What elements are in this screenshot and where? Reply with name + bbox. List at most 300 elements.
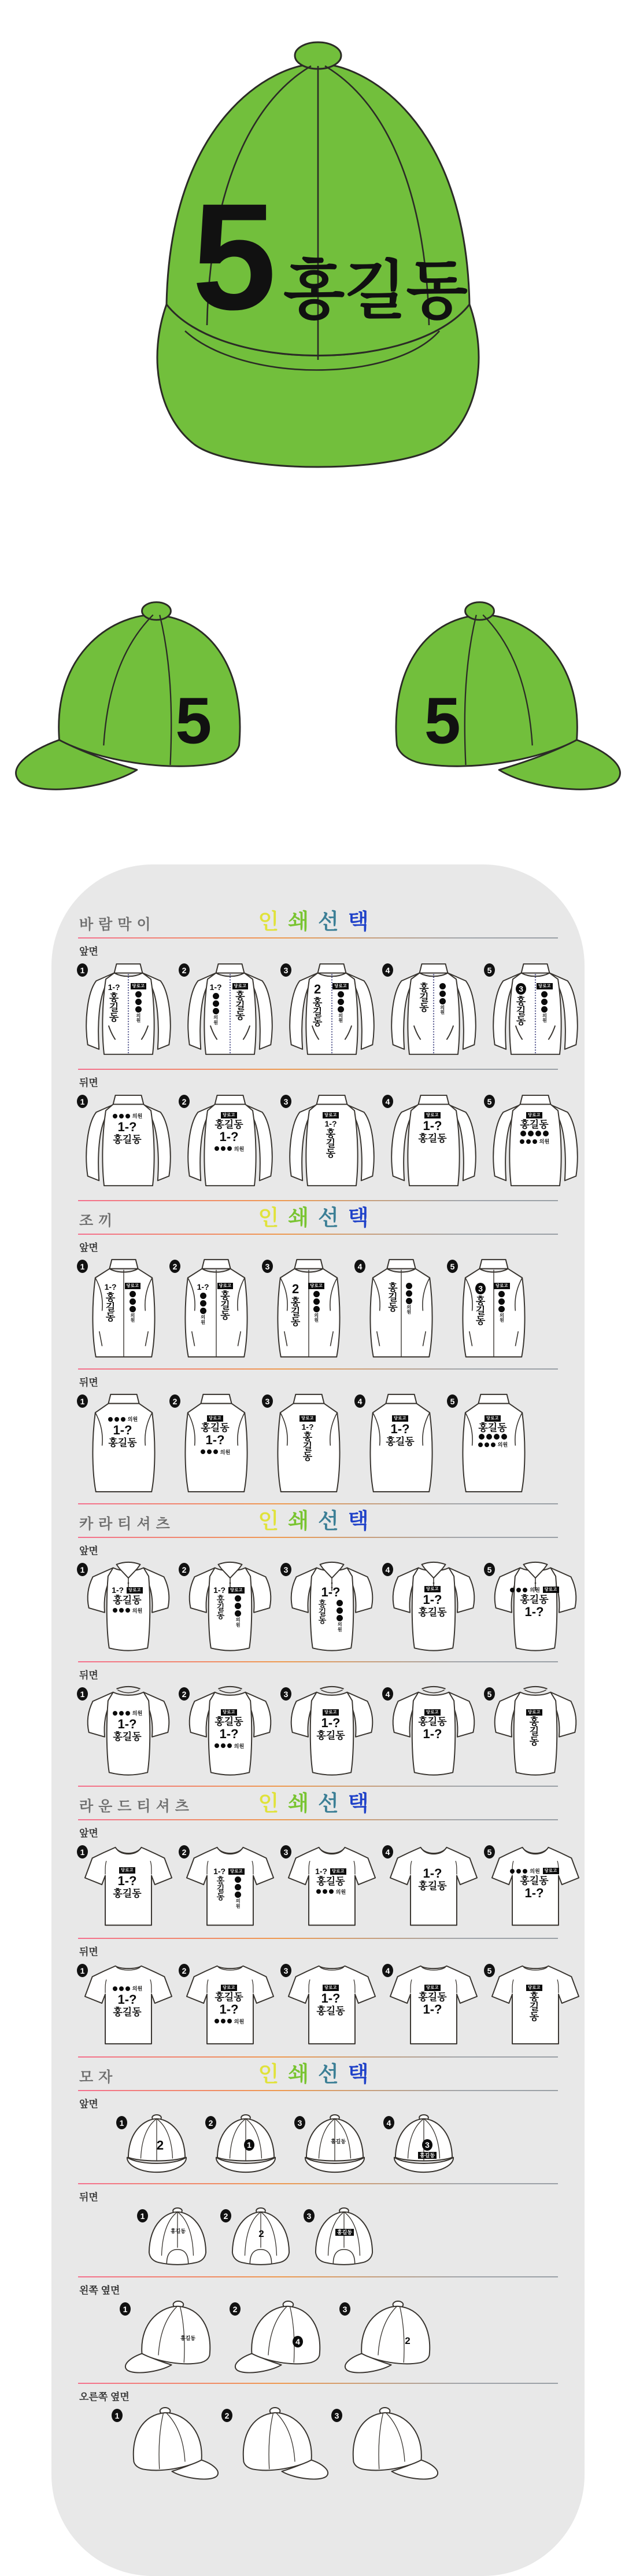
party-logo-badge: 당로고 [424,1709,441,1716]
print-dots-vertical [338,991,344,1024]
dot [125,1608,130,1613]
print-number-circle: 1 [244,2139,254,2151]
print-option-1[interactable] [137,2206,219,2269]
print-text-vertical [291,1297,300,1327]
party-logo-badge: 당로고 [543,1868,559,1874]
print-suffix: 의원 [539,1139,550,1145]
print-column [439,983,446,1015]
print-number-circle: 3 [516,983,526,995]
print-char: 홍 [105,1292,116,1304]
dot [406,1298,412,1304]
party-logo-badge: 당로고 [217,1283,234,1289]
option-number: 5 [484,1563,495,1576]
print-char: 의 [235,1617,241,1623]
print-option-4[interactable] [354,1391,446,1496]
print-suffix: 의원 [132,1607,143,1614]
print-suffix [314,1313,319,1323]
hero-cap-preview [0,0,636,490]
print-text: 홍길동 [418,1607,447,1618]
print-select-label [258,1200,378,1231]
dot [235,1603,241,1609]
print-overlay [484,1709,585,1746]
print-option-1[interactable] [77,960,178,1062]
print-column [210,983,222,1025]
print-suffix: 의원 [234,1146,245,1152]
dot [510,1588,515,1592]
print-option-3[interactable] [280,960,381,1062]
party-logo-badge: 당로고 [228,1587,245,1594]
print-overlay [77,1283,168,1323]
print-option-3[interactable] [280,1559,381,1654]
option-number: 3 [280,1964,291,1977]
section-header-cap [79,2061,557,2088]
print-option-4[interactable] [382,1091,483,1193]
print-select-char: 쇄 [288,910,318,933]
print-overlay [353,2336,462,2346]
options-row-collar-tshirt [77,1684,585,1779]
dot [235,1884,241,1890]
print-inline-row [315,1867,346,1875]
print-option-2[interactable] [179,1960,279,2049]
print-char: 길 [105,1302,116,1313]
print-select-label [258,2056,378,2088]
party-logo-badge: 당로고 [308,1283,324,1289]
print-text: 홍길동 [478,1422,507,1433]
option-number: 3 [280,1845,291,1859]
side-cap-left-svg [10,593,288,796]
option-number: 1 [77,1964,88,1977]
option-number: 4 [382,963,393,977]
print-char: 홍 [220,1290,230,1301]
dot [215,1743,219,1748]
option-number: 3 [294,2116,305,2129]
print-option-1[interactable] [77,1091,178,1193]
print-option-4[interactable] [382,1684,483,1779]
print-suffix [338,1622,342,1632]
dot [113,1986,117,1991]
dot [478,1442,483,1447]
option-number: 5 [447,1394,458,1408]
print-suffix: 의원 [497,1442,508,1448]
option-number: 5 [447,1260,458,1273]
print-suffix [440,1006,445,1015]
print-text-vertical [516,996,526,1026]
dot [125,1711,130,1716]
print-suffix: 의원 [335,1889,346,1895]
dot [498,1306,505,1312]
print-column [232,983,249,1021]
dot [516,1869,521,1874]
print-option-1[interactable] [77,1684,178,1779]
print-column [197,1283,209,1325]
dot [523,1588,527,1592]
print-text-vertical [217,1876,225,1901]
dot [313,1291,320,1297]
dot [113,1608,117,1613]
print-option-4[interactable] [382,1960,483,2049]
divider-rule [78,2276,558,2277]
print-option-5[interactable] [484,1684,585,1779]
print-text: 2 [156,2138,164,2152]
print-char: 홍 [216,1595,225,1605]
print-option-3[interactable] [262,1391,353,1496]
print-column [291,1283,300,1327]
print-char: 원 [406,1309,412,1315]
print-text: 1-? [219,2002,239,2017]
side-label: 앞면 [79,946,98,957]
dot [498,1291,505,1297]
print-columns [105,1283,141,1323]
print-dots-row [519,1138,549,1145]
print-text: 홍길동 [170,2228,186,2234]
print-dots-row [478,1441,508,1448]
print-text: 1-? [315,1867,328,1876]
print-option-3[interactable] [339,2299,448,2376]
side-label: 뒤면 [79,1670,98,1681]
print-column [217,1283,234,1320]
options-row-cap [120,2299,585,2376]
dot [221,1743,225,1748]
option-number: 2 [221,2409,232,2422]
print-inline-row [213,1867,245,1875]
print-number-circle: 4 [293,2336,303,2347]
print-option-5[interactable] [484,960,585,1062]
print-char: 동 [216,1611,225,1621]
option-number: 4 [382,1563,393,1576]
print-option-2[interactable] [220,2206,302,2269]
dot [215,1146,219,1151]
print-overlay [484,1586,585,1619]
print-option-3[interactable] [280,1091,381,1193]
print-option-1[interactable] [77,1559,178,1654]
print-name-box: 홍길동 [335,2229,354,2236]
print-char: 동 [516,1015,526,1026]
print-option-5[interactable] [484,1960,585,2049]
options-row-vest [77,1256,585,1361]
print-text: 홍길동 [386,1436,415,1448]
divider-rule [78,1537,558,1538]
print-dots-vertical [439,983,446,1015]
print-select-char: 쇄 [288,2062,318,2086]
option-number: 4 [382,1095,393,1108]
print-select-char: 택 [347,2062,378,2086]
garment-capR [225,2405,330,2482]
print-column [537,983,553,1024]
print-option-1[interactable] [77,1256,168,1361]
print-text: 홍길동 [215,1119,243,1130]
dot [323,1889,327,1894]
divider-rule [78,1069,558,1070]
print-text: 홍길동 [215,1716,243,1727]
print-columns [217,1876,242,1909]
print-option-2[interactable] [179,960,279,1062]
print-text-vertical [419,983,428,1013]
print-text: 1-? [213,1867,226,1876]
print-text: 홍길동 [418,1881,447,1892]
print-column [419,983,428,1013]
print-char: 동 [529,1736,539,1747]
option-number: 3 [280,963,291,977]
print-option-2[interactable] [169,1391,261,1496]
print-number-circle: 3 [475,1283,486,1294]
print-text: 홍길동 [418,1716,447,1727]
party-logo-badge: 당로고 [424,1985,441,1991]
print-suffix [406,1305,411,1315]
print-char: 길 [290,1307,301,1318]
dot [439,983,446,989]
print-char: 길 [235,1000,245,1011]
print-text: 1-? [524,1886,544,1901]
dot [130,1306,136,1312]
print-column [313,983,322,1027]
print-inline-row [213,1586,245,1594]
print-option-3[interactable] [304,2206,386,2269]
print-char: 의 [201,1315,205,1320]
print-text-vertical [220,1291,230,1320]
print-option-2[interactable] [205,2113,293,2176]
print-overlay [294,2139,382,2144]
cap-button [295,42,341,69]
print-text: 1-? [108,982,120,992]
print-overlay [382,1586,483,1618]
print-dots-vertical [235,1876,241,1909]
print-option-1[interactable] [112,2405,220,2482]
divider-rule [78,1234,558,1235]
print-option-1[interactable] [120,2299,228,2376]
print-text: 홍길동 [215,1992,243,2003]
dot [125,1114,130,1118]
print-option-3[interactable] [280,1960,381,2049]
print-text: 2 [291,1282,299,1296]
print-option-3[interactable] [280,1842,381,1931]
print-overlay [280,1867,381,1896]
print-text: 1-? [104,1282,117,1291]
option-number: 3 [280,1563,291,1576]
party-logo-badge: 당로고 [221,1985,237,1991]
section-title: 모자 [79,2069,118,2085]
print-option-4[interactable] [382,960,483,1062]
print-select-char: 인 [258,1509,289,1533]
cap-button [465,602,494,620]
print-overlay [77,983,178,1024]
dot [221,1146,225,1151]
print-option-2[interactable] [179,1091,279,1193]
print-option-5[interactable] [447,1256,538,1361]
print-overlay [484,1112,585,1145]
divider-rule [78,2183,558,2184]
print-option-5[interactable] [484,1559,585,1654]
print-overlay [447,1415,538,1448]
dot [526,1139,531,1144]
dot [227,1146,232,1151]
print-text: 1-? [113,1423,132,1437]
print-overlay [137,2229,219,2234]
print-char: 홍 [318,1599,327,1609]
print-text-vertical [326,1129,335,1158]
print-column [235,1876,241,1909]
print-option-4[interactable] [354,1256,446,1361]
dot [479,1434,485,1440]
print-char: 길 [419,992,429,1003]
dot [338,999,344,1005]
print-option-3[interactable] [262,1256,353,1361]
option-number: 2 [220,2209,231,2222]
print-option-2[interactable] [179,1842,279,1931]
print-char: 원 [338,1018,343,1024]
print-column [235,1595,241,1628]
print-text: 1-? [117,1717,137,1731]
dot [213,1008,219,1014]
dot [201,1449,205,1454]
print-option-5[interactable] [484,1842,585,1931]
print-column [131,983,147,1024]
print-select-char: 인 [258,1791,289,1815]
print-option-2[interactable] [169,1256,261,1361]
print-text: 홍길동 [520,1119,549,1130]
option-number: 2 [179,963,190,977]
print-dots-row [112,1607,142,1614]
print-option-5[interactable] [447,1391,538,1496]
print-char: 동 [419,1002,429,1013]
side-label: 앞면 [79,2099,98,2110]
print-option-3[interactable] [280,1684,381,1779]
print-text: 1-? [321,1585,341,1599]
print-dots-row [316,1888,346,1896]
options-row-cap [137,2206,585,2269]
dot [439,991,446,997]
dot [406,1290,412,1297]
print-suffix [201,1315,205,1325]
print-option-3[interactable] [294,2113,382,2176]
dot [215,2019,219,2023]
side-label: 뒤면 [79,1946,98,1957]
side-label: 뒤면 [79,2192,98,2203]
print-char: 홍 [419,982,429,993]
print-option-1[interactable] [77,1960,178,2049]
print-column [217,1595,225,1620]
dot [207,1449,212,1454]
print-text-vertical [530,1992,539,2022]
section-title: 조끼 [79,1213,118,1229]
print-column [388,1283,397,1312]
cap-button [142,602,171,620]
print-columns [475,1283,510,1326]
dot [491,1442,496,1447]
print-text: 1-? [423,1592,442,1607]
option-number: 2 [179,1964,190,1977]
dot [135,1006,142,1013]
dot [130,1291,136,1297]
print-dots-row [520,1131,549,1136]
dot [119,1711,124,1716]
divider-rule [78,937,558,939]
print-panel [51,864,585,2576]
options-row-round-tshirt [77,1842,585,1931]
print-select-char: 선 [318,1791,348,1815]
print-select-char: 선 [318,2062,348,2086]
print-column [319,1600,327,1624]
print-text: 1-? [324,1119,337,1128]
print-option-1[interactable] [77,1842,178,1931]
garment-capB [140,2206,219,2269]
print-overlay [77,1867,178,1899]
dot [227,2019,232,2023]
print-dots-row [112,1985,142,1992]
print-option-3[interactable] [331,2405,440,2482]
dot [486,1434,492,1440]
option-number: 1 [77,1845,88,1859]
print-text: 2 [405,2335,411,2346]
section-header-windbreaker [79,908,557,935]
print-char: 원 [314,1318,319,1323]
print-overlay [179,1709,279,1750]
print-char: 원 [235,1903,241,1909]
print-char: 동 [302,1451,313,1463]
print-overlay [280,1985,381,2016]
print-text: 홍길동 [113,2007,142,2018]
divider-rule [78,2383,558,2384]
print-char: 동 [109,1012,119,1024]
print-dots-row [112,1112,142,1120]
print-overlay [220,2229,302,2239]
print-overlay [77,1985,178,2018]
print-inline-row [112,1586,143,1594]
cap-crown [396,615,577,767]
side-label: 뒤면 [79,1077,98,1088]
print-overlay [179,1586,279,1628]
print-dots-row [214,2018,244,2025]
print-option-1[interactable] [77,1391,168,1496]
dot [313,1306,320,1312]
section-header-collar-tshirt [79,1508,557,1534]
print-overlay [77,1709,178,1742]
print-dots-row [214,1742,244,1750]
print-text: 1-? [117,1120,137,1134]
print-option-4[interactable] [383,2113,471,2176]
print-option-2[interactable] [179,1559,279,1654]
print-char: 홍 [475,1296,486,1307]
print-option-4[interactable] [382,1559,483,1654]
option-number: 4 [354,1260,365,1273]
print-overlay [354,1283,446,1315]
side-label: 앞면 [79,1545,98,1556]
print-suffix: 의원 [220,1449,231,1455]
dot [541,1006,548,1013]
party-logo-badge: 당로고 [232,983,249,989]
print-option-1[interactable] [116,2113,204,2176]
print-option-2[interactable] [221,2405,330,2482]
print-overlay [484,983,585,1026]
print-overlay [77,1112,178,1145]
print-column [406,1283,412,1315]
option-number: 5 [484,963,495,977]
print-suffix [236,1618,241,1628]
option-number: 5 [484,1845,495,1859]
dot [313,1298,320,1305]
option-number: 2 [169,1260,180,1273]
print-char: 길 [318,1607,327,1617]
print-option-2[interactable] [179,1684,279,1779]
print-text: 1-? [117,1874,137,1888]
print-option-2[interactable] [230,2299,338,2376]
print-select-char: 선 [318,1509,348,1533]
dot [213,993,219,999]
print-option-4[interactable] [382,1842,483,1931]
dot [114,1417,119,1422]
print-option-5[interactable] [484,1091,585,1193]
print-columns [516,983,553,1026]
print-suffix [131,1313,135,1323]
